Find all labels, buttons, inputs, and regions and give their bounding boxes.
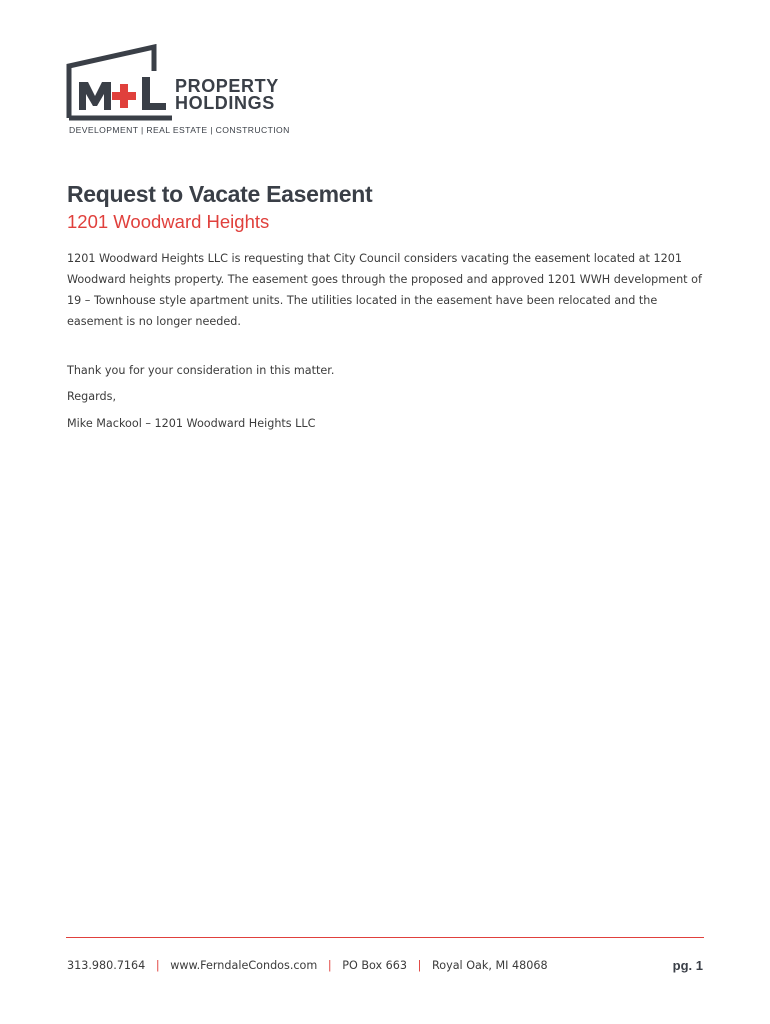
footer-separator: | [327, 959, 332, 972]
thank-you-paragraph: Thank you for your consideration in this matter. [67, 364, 335, 377]
footer-city: Royal Oak, MI 48068 [431, 959, 548, 972]
signature-text: Mike Mackool – 1201 Woodward Heights LLC [67, 417, 316, 430]
body-paragraph: 1201 Woodward Heights LLC is requesting that City Council considers vacating the easement located at 1201 Woodward heights property. The easement goes through the proposed and approved 1201 WWH development of 19 – Townhouse style apartment units. The utilities located in the easement have been relocated and the easement is no longer needed. [67, 252, 702, 328]
page-number: pg. 1 [672, 958, 703, 973]
document-subtitle: 1201 Woodward Heights [67, 211, 270, 232]
footer-po-box: PO Box 663 [342, 959, 408, 972]
logo-mark-icon [66, 44, 176, 124]
footer-phone: 313.980.7164 [67, 959, 146, 972]
logo-name-line2: HOLDINGS [175, 93, 275, 113]
footer-contact [67, 959, 548, 972]
document-title: Request to Vacate Easement [67, 181, 373, 207]
closing-text: Regards, [67, 390, 116, 403]
footer-website-link[interactable]: www.FerndaleCondos.com [170, 959, 318, 972]
logo-name-line1: PROPERTY [175, 76, 279, 96]
footer-separator: | [155, 959, 160, 972]
logo-tagline: DEVELOPMENT | REAL ESTATE | CONSTRUCTION [69, 125, 290, 135]
footer-separator: | [417, 959, 422, 972]
company-logo [66, 44, 290, 138]
footer-divider [66, 937, 704, 938]
